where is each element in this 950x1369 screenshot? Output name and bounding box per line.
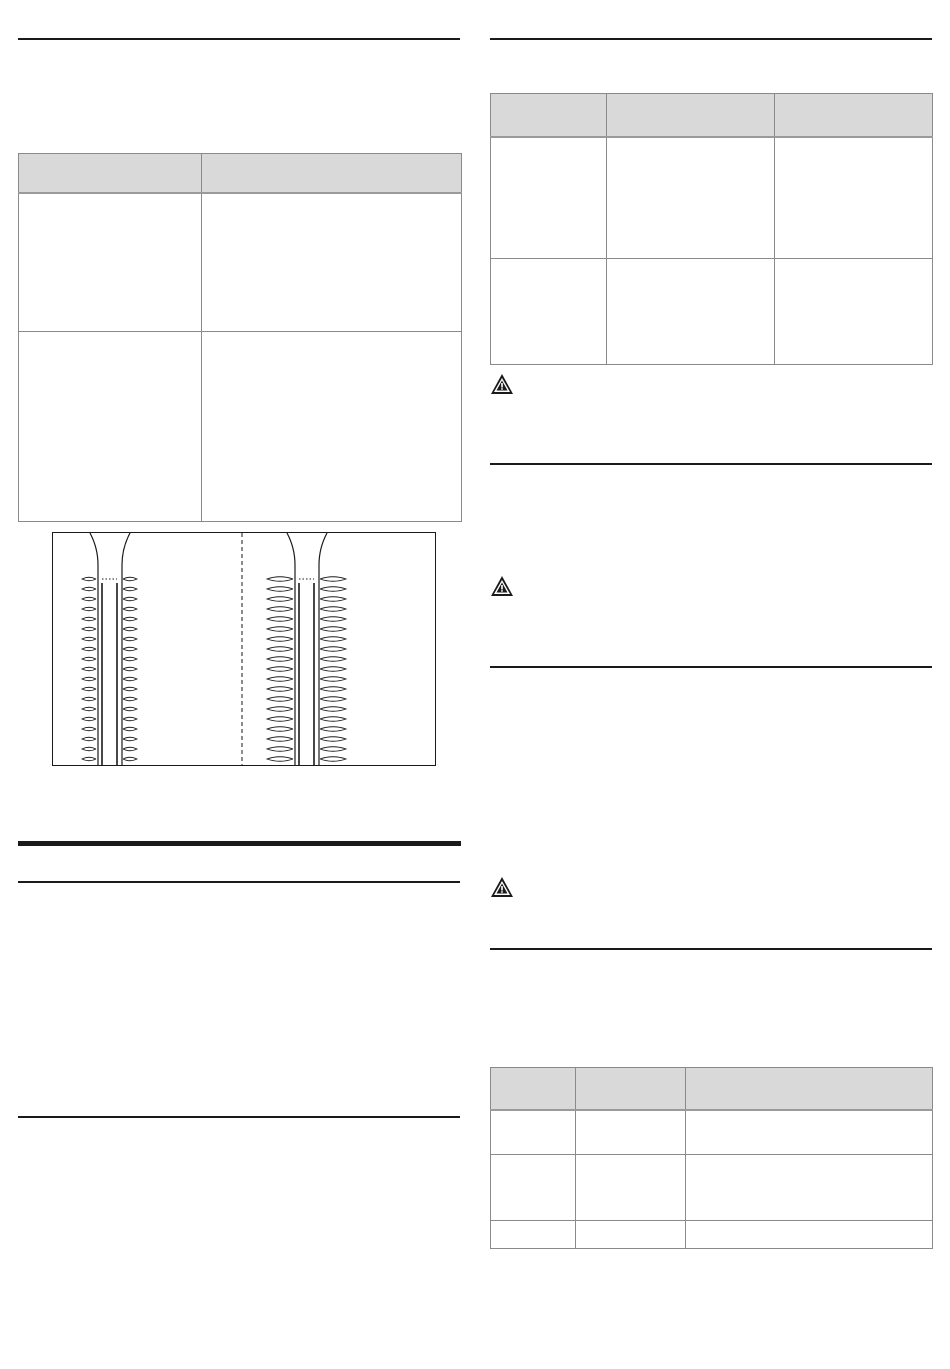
table-3-cell <box>576 1221 686 1249</box>
table-2-cell <box>491 259 607 365</box>
section-rule-5 <box>490 463 932 465</box>
spec-table-3 <box>490 1067 933 1249</box>
spec-table-1 <box>18 153 462 522</box>
warning-triangle-icon <box>490 575 514 597</box>
table-1-cell <box>202 193 462 332</box>
table-2-cell <box>607 259 775 365</box>
table-3-header-3 <box>686 1068 933 1110</box>
chapter-rule <box>18 841 461 846</box>
table-3-cell <box>576 1155 686 1221</box>
table-3-cell <box>491 1155 576 1221</box>
warning-triangle-icon <box>490 876 514 898</box>
warning-triangle-icon <box>490 373 514 395</box>
table-2-header-1 <box>491 94 607 137</box>
section-rule-3 <box>18 1116 460 1118</box>
section-rule-4 <box>490 38 932 40</box>
table-2-cell <box>491 137 607 259</box>
section-rule-7 <box>490 948 932 950</box>
table-2-cell <box>775 137 933 259</box>
table-3-header-2 <box>576 1068 686 1110</box>
buttonhole-illustration <box>52 532 436 766</box>
table-1-header-2 <box>202 154 462 193</box>
table-1-cell <box>19 332 202 522</box>
table-1-cell <box>19 193 202 332</box>
buttonhole-drawing <box>53 533 435 765</box>
table-2-header-2 <box>607 94 775 137</box>
table-2-header-3 <box>775 94 933 137</box>
table-3-cell <box>686 1110 933 1155</box>
table-3-cell <box>491 1221 576 1249</box>
table-3-cell <box>686 1221 933 1249</box>
table-3-cell <box>491 1110 576 1155</box>
section-rule-1 <box>18 38 460 40</box>
table-3-cell <box>576 1110 686 1155</box>
section-rule-6 <box>490 666 932 668</box>
table-3-header-1 <box>491 1068 576 1110</box>
table-2-cell <box>775 259 933 365</box>
table-2-cell <box>607 137 775 259</box>
table-1-header-1 <box>19 154 202 193</box>
section-rule-2 <box>18 881 460 883</box>
table-3-cell <box>686 1155 933 1221</box>
spec-table-2 <box>490 93 933 365</box>
table-1-cell <box>202 332 462 522</box>
